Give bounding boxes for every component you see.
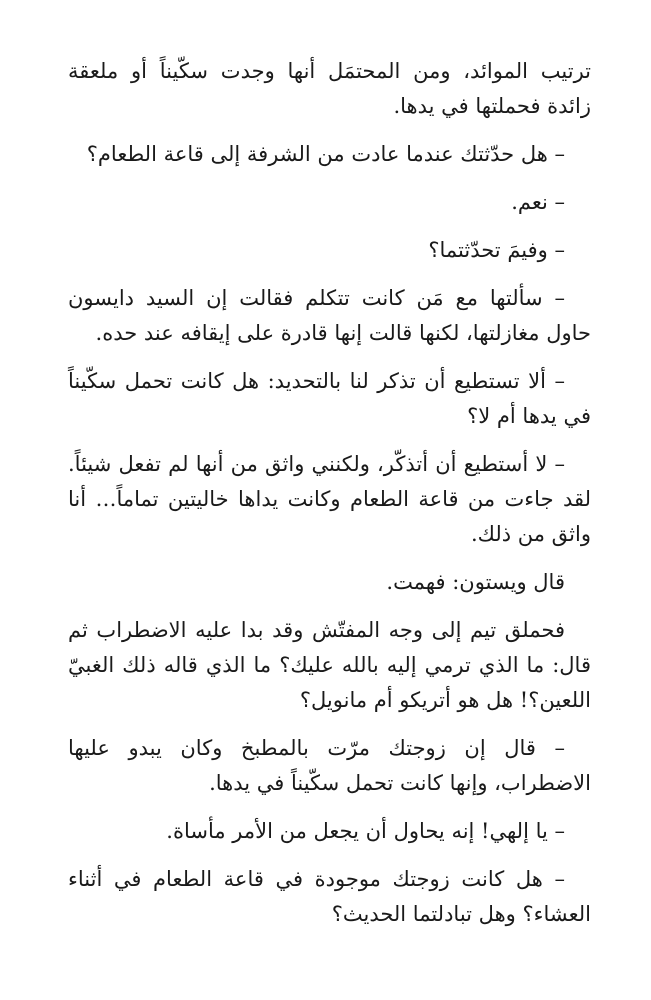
dialogue-line: – هل كانت زوجتك موجودة في قاعة الطعام في أثناء العشاء؟ وهل تبادلتما الحديث؟ bbox=[68, 867, 591, 926]
dialogue-line: – سألتها مع مَن كانت تتكلم فقالت إن السيد دايسون حاول مغازلتها، لكنها قالت إنها قادرة على إيقافه عند حده. bbox=[68, 286, 591, 345]
dialogue-line: – هل حدّثتك عندما عادت من الشرفة إلى قاعة الطعام؟ bbox=[86, 142, 565, 166]
dialogue-line: – وفيمَ تحدّثتما؟ bbox=[428, 238, 565, 262]
narration-line: قال ويستون: فهمت. bbox=[386, 570, 565, 594]
dialogue-line: – لا أستطيع أن أتذكّر، ولكنني واثق من أنها لم تفعل شيئاً. لقد جاءت من قاعة الطعام وكانت يداها خاليتين تماماً… أنا واثق من ذلك. bbox=[68, 452, 591, 546]
dialogue-line: – يا إلهي! إنه يحاول أن يجعل من الأمر مأساة. bbox=[166, 819, 565, 843]
paragraph-continuation: ترتيب الموائد، ومن المحتمَل أنها وجدت سكّيناً أو ملعقة زائدة فحملتها في يدها. bbox=[68, 59, 591, 118]
dialogue-line: – نعم. bbox=[511, 190, 565, 214]
narration-paragraph: فحملق تيم إلى وجه المفتّش وقد بدا عليه الاضطراب ثم قال: ما الذي ترمي إليه بالله عليك؟ ما الذي قاله ذلك الغبيّ اللعين؟! هل هو أتريكو أم مانويل؟ bbox=[68, 618, 591, 712]
dialogue-line: – قال إن زوجتك مرّت بالمطبخ وكان يبدو عليها الاضطراب، وإنها كانت تحمل سكّيناً في يدها. bbox=[68, 736, 591, 795]
dialogue-line: – ألا تستطيع أن تذكر لنا بالتحديد: هل كانت تحمل سكّيناً في يدها أم لا؟ bbox=[68, 369, 591, 428]
